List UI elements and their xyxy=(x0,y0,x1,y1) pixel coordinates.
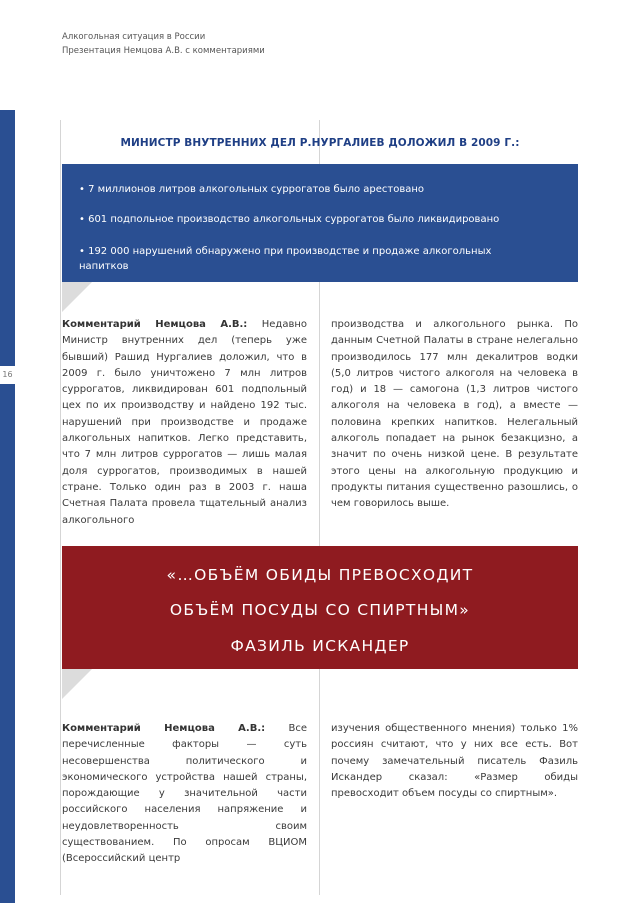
minister-title: МИНИСТР ВНУТРЕННИХ ДЕЛ Р.НУРГАЛИЕВ ДОЛОЖИЛ В 2009 Г.: xyxy=(120,137,520,149)
page-header xyxy=(62,30,265,58)
header-line-2: Презентация Немцова А.В. с комментариями xyxy=(62,46,265,56)
page-number: 16 xyxy=(0,366,15,384)
bullet-item: • 192 000 нарушений обнаружено при производстве и продаже алкогольных xyxy=(79,246,492,257)
quote-line-2: ОБЪЁМ ПОСУДЫ СО СПИРТНЫМ» xyxy=(169,601,471,619)
bullet-item: • 7 миллионов литров алкогольных суррогатов было арестовано xyxy=(79,184,425,195)
bullet-item-continued: напитков xyxy=(79,261,129,272)
comment1-left-text: Недавно Министр внутренних дел (теперь уже бывший) Рашид Нургалиев доложил, что в 2009 г. было уничтожено 7 млн литров суррогатов, ликвидирован 601 подпольный цех по их производству и найдено 192 тыс. нарушений при производстве и продаже алкогольных напитков. Легко представить, что 7 млн литров суррогатов — лишь малая доля суррогатов, производимых в нашей стране. Только один раз в 2003 г. наша Счетная Палата провела тщательный анализ алкогольного xyxy=(62,319,307,526)
bullet-item: • 601 подпольное производство алкогольных суррогатов было ликвидировано xyxy=(79,214,500,225)
quote-line-1: «…ОБЪЁМ ОБИДЫ ПРЕВОСХОДИТ xyxy=(166,566,474,584)
blue-box-tail xyxy=(62,282,92,312)
comment1-right-text: производства и алкогольного рынка. По данным Счетной Палаты в стране нелегально производилось 177 млн декалитров водки (5,0 литров чистого алкоголя на человека в год) и 18 — самогона (1,3 литров чистого алкоголя на человека в год), а вместе — половина крепких напитков. Нелегальный алкоголь попадает на рынок безакцизно, а значит по очень низкой цене. В результате этого цены на алкогольную продукцию и продукты питания существенно разошлись, о чем говорилось выше. xyxy=(331,319,578,510)
comment2-left-column xyxy=(62,721,307,868)
header-line-1: Алкогольная ситуация в России xyxy=(62,32,206,42)
minister-report-box xyxy=(62,164,578,282)
comment1-left-column xyxy=(62,317,307,529)
comment2-right-column xyxy=(331,721,578,802)
quote-author: ФАЗИЛЬ ИСКАНДЕР xyxy=(230,637,410,655)
quote-box-tail xyxy=(62,669,92,699)
left-divider xyxy=(60,120,61,895)
comment1-right-column xyxy=(331,317,578,513)
comment2-label: Комментарий Немцова А.В.: xyxy=(62,723,289,734)
comment2-left-text: Все перечисленные факторы — суть несовершенства политического и экономического устройства нашей страны, порождающие у значительной части российского населения напряжение и неудовлетворенность своим существованием. По опросам ВЦИОМ (Всероссийский центр xyxy=(62,723,307,865)
side-accent-bar xyxy=(0,110,15,903)
quote-box xyxy=(62,546,578,669)
comment2-right-text: изучения общественного мнения) только 1% россиян считают, что у них все есть. Вот почему замечательный писатель Фазиль Искандер сказал: «Размер обиды превосходит объем посуды со спиртным». xyxy=(331,723,578,800)
comment1-label: Комментарий Немцова А.В.: xyxy=(62,319,262,330)
